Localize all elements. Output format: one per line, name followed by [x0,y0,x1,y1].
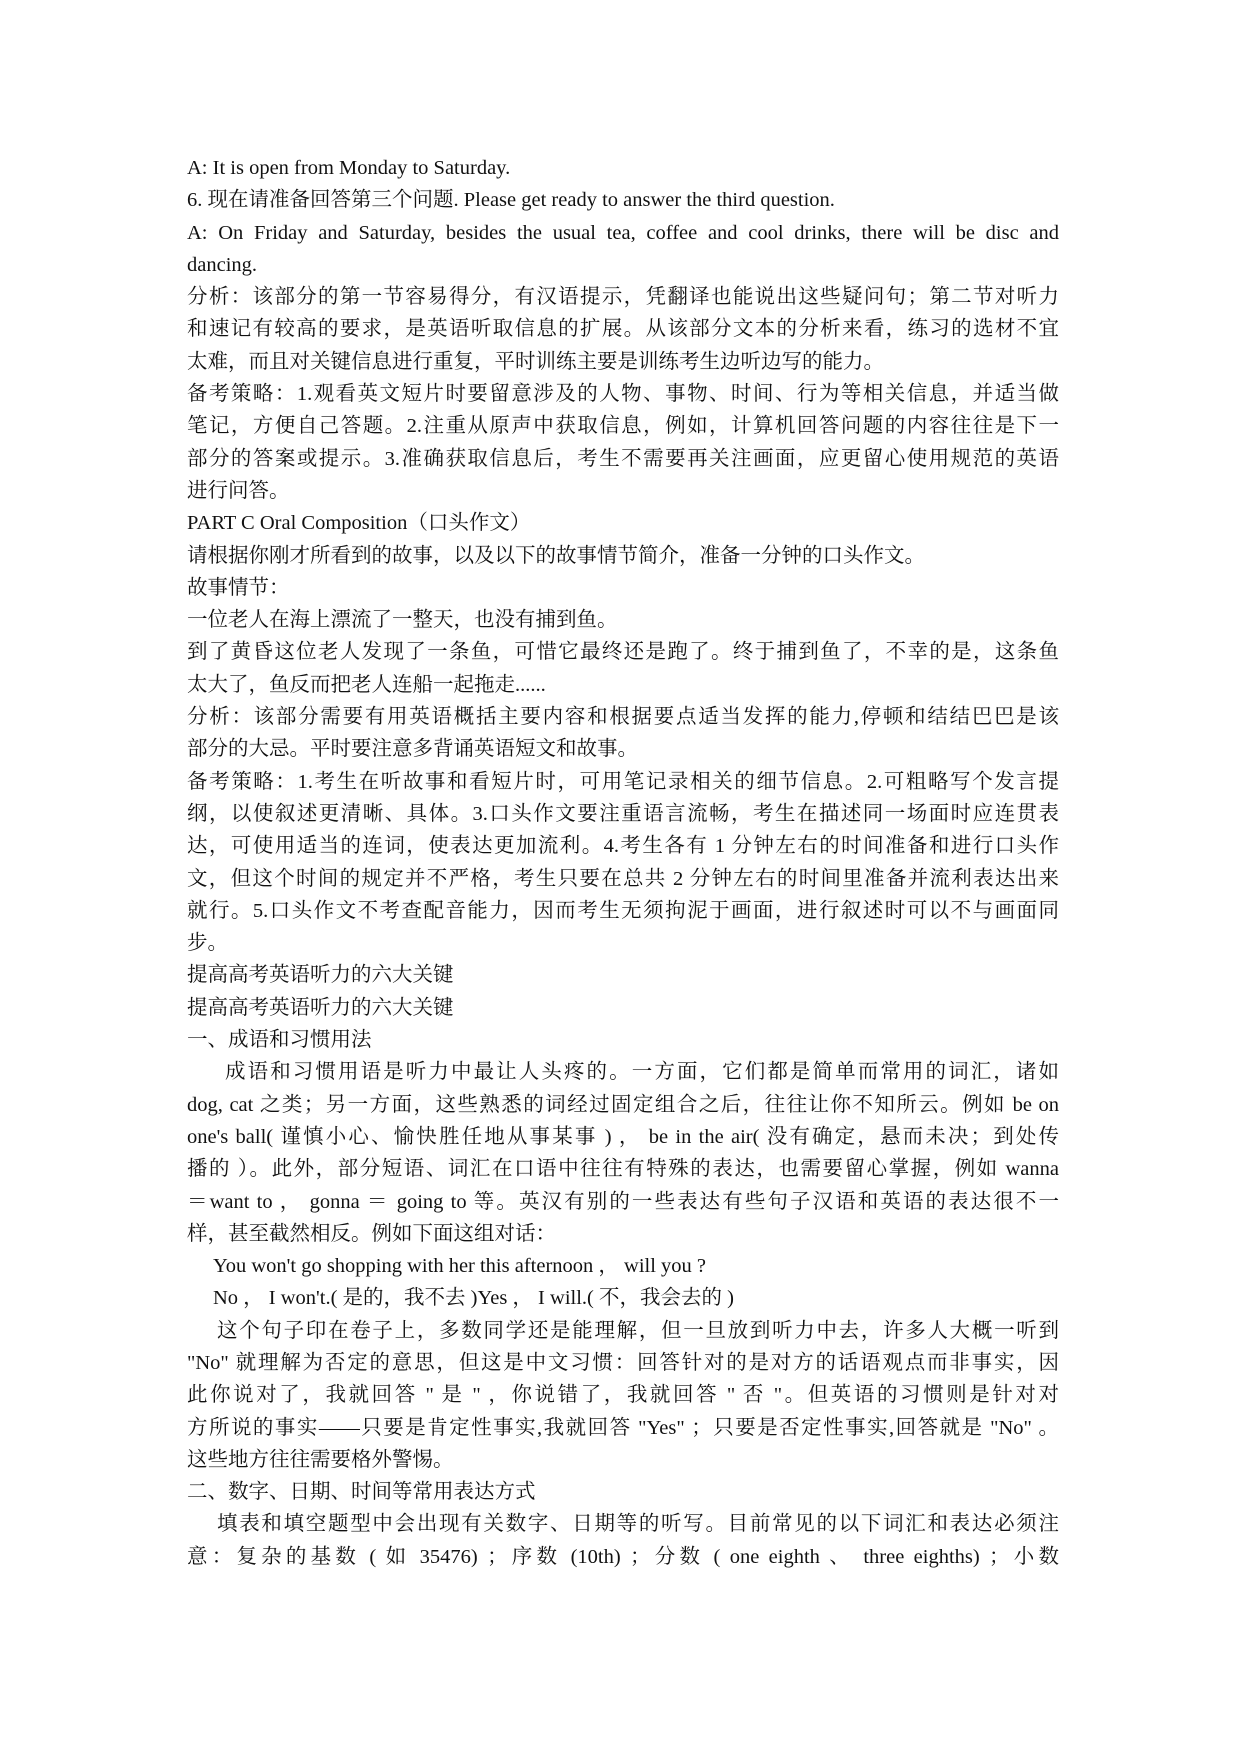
text-line: 备考策略：1.观看英文短片时要留意涉及的人物、事物、时间、行为等相关信息，并适当做 [187,383,1059,406]
section-heading: 提高高考英语听力的六大关键 [187,964,454,987]
section-heading: 提高高考英语听力的六大关键 [187,996,454,1019]
text-line: ＝want to ， gonna ＝ going to 等。英汉有别的一些表达有些句子汉语和英语的表达很不一 [187,1190,1059,1213]
text-line: 达，可使用适当的连词，使表达更加流利。4.考生各有 1 分钟左右的时间准备和进行口头作 [187,835,1059,858]
text-line: 步。 [187,932,228,955]
text-line: 意：复杂的基数 ( 如 35476) ；序数 (10th) ；分数 ( one eighth 、 three eighths) ；小数 [187,1545,1059,1568]
text-line: 样，甚至截然相反。例如下面这组对话： [187,1222,556,1245]
text-line: 分析：该部分需要有用英语概括主要内容和根据要点适当发挥的能力,停顿和结结巴巴是该 [187,706,1059,729]
text-line: dancing. [187,253,258,276]
text-line: 太大了，鱼反而把老人连船一起拖走...... [187,673,546,696]
text-line: 一位老人在海上漂流了一整天，也没有捕到鱼。 [187,609,618,632]
text-line: 请根据你刚才所看到的故事，以及以下的故事情节简介，准备一分钟的口头作文。 [187,544,925,567]
text-line: 到了黄昏这位老人发现了一条鱼，可惜它最终还是跑了。终于捕到鱼了，不幸的是，这条鱼 [187,641,1059,664]
text-line: A: On Friday and Saturday, besides the usual tea, coffee and cool drinks, there will be disc and [187,221,1059,244]
text-line: 方所说的事实——只要是肯定性事实,我就回答 "Yes" ；只要是否定性事实,回答就是 "No" 。 [187,1416,1059,1439]
text-line: A: It is open from Monday to Saturday. [187,157,511,179]
text-line: 6. 现在请准备回答第三个问题. Please get ready to answer the third question. [187,189,835,212]
text-line: 部分的答案或提示。3.准确获取信息后，考生不需要再关注画面，应更留心使用规范的英语 [187,447,1059,470]
text-line: 播的 ）。此外，部分短语、词汇在口语中往往有特殊的表达，也需要留心掌握，例如 wanna [187,1158,1059,1181]
text-line: 文，但这个时间的规定并不严格，考生只要在总共 2 分钟左右的时间里准备并流利表达出来 [187,867,1059,890]
text-line: "No" 就理解为否定的意思，但这是中文习惯：回答针对的是对方的话语观点而非事实，因 [187,1351,1059,1374]
text-line: 填表和填空题型中会出现有关数字、日期等的听写。目前常见的以下词汇和表达必须注 [217,1513,1059,1536]
text-line: 成语和习惯用语是听力中最让人头疼的。一方面，它们都是简单而常用的词汇，诸如 [225,1061,1059,1084]
section-heading: PART C Oral Composition（口头作文） [187,512,531,535]
text-line: 分析：该部分的第一节容易得分，有汉语提示，凭翻译也能说出这些疑问句；第二节对听力 [187,286,1059,309]
section-heading: 一、成语和习惯用法 [187,1029,372,1052]
text-line: 纲，以使叙述更清晰、具体。3.口头作文要注重语言流畅，考生在描述同一场面时应连贯表 [187,802,1059,825]
text-line: 备考策略：1.考生在听故事和看短片时，可用笔记录相关的细节信息。2.可粗略写个发言提 [187,770,1059,793]
section-heading: 二、数字、日期、时间等常用表达方式 [187,1481,536,1504]
text-line: 进行问答。 [187,479,290,502]
text-line: 这个句子印在卷子上，多数同学还是能理解，但一旦放到听力中去，许多人大概一听到 [217,1319,1059,1342]
text-line: 和速记有较高的要求，是英语听取信息的扩展。从该部分文本的分析来看，练习的选材不宜 [187,318,1059,341]
text-line: 笔记，方便自己答题。2.注重从原声中获取信息，例如，计算机回答问题的内容往往是下一 [187,415,1059,438]
text-line: 部分的大忌。平时要注意多背诵英语短文和故事。 [187,738,638,761]
dialogue-line: You won't go shopping with her this afternoon ， will you ? [213,1255,707,1278]
text-line: 这些地方往往需要格外警惕。 [187,1448,454,1471]
text-line: 此你说对了，我就回答 " 是 " ，你说错了，我就回答 " 否 "。但英语的习惯则是针对对 [187,1384,1059,1407]
text-line: 太难，而且对关键信息进行重复，平时训练主要是训练考生边听边写的能力。 [187,350,884,373]
text-line: one's ball( 谨慎小心、愉快胜任地从事某事 ) ， be in the air( 没有确定，悬而未决；到处传 [187,1125,1059,1148]
text-line: 故事情节： [187,576,290,599]
dialogue-line: No ， I won't.( 是的，我不去 )Yes ， I will.( 不，我会去的 ) [213,1287,734,1310]
text-line: 就行。5.口头作文不考查配音能力，因而考生无须拘泥于画面，进行叙述时可以不与画面同 [187,899,1059,922]
document-page [187,152,1059,1573]
text-line: dog, cat 之类；另一方面，这些熟悉的词经过固定组合之后，往往让你不知所云。例如 be on [187,1093,1059,1116]
